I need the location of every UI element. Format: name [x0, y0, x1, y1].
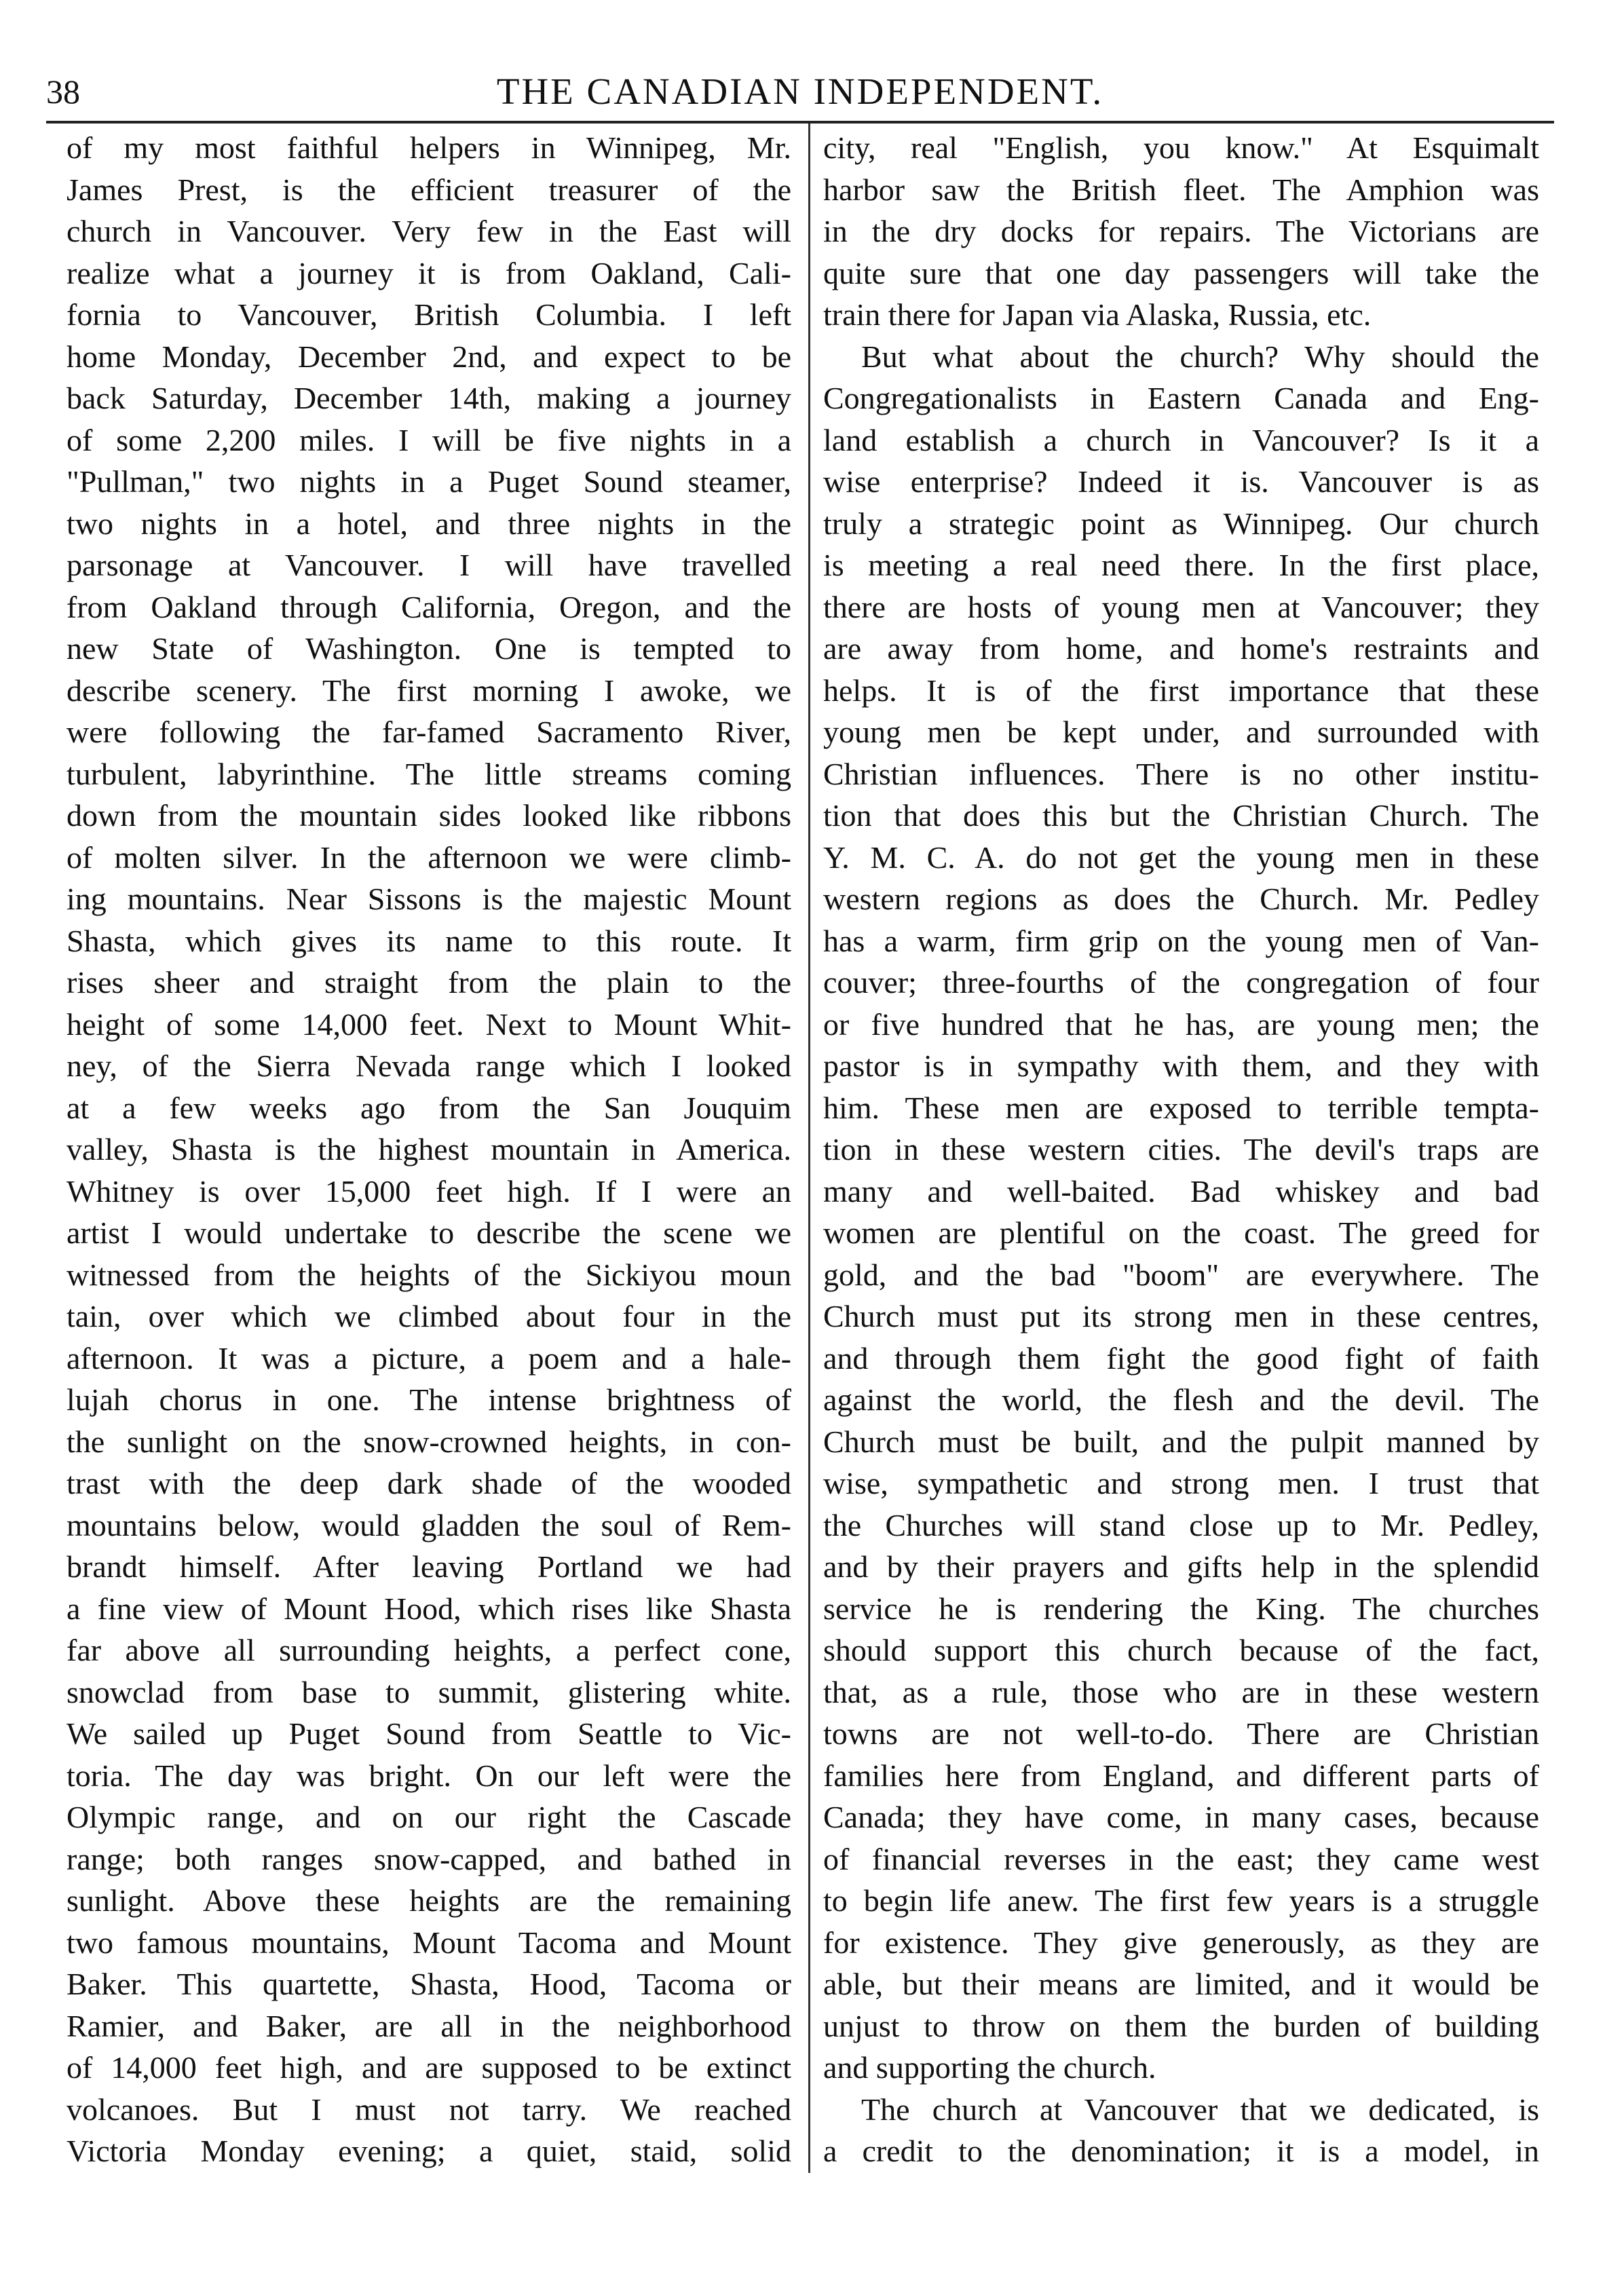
text-line: at a few weeks ago from the San Jouquim — [67, 1090, 791, 1125]
text-line: wise, sympathetic and strong men. I trust that — [823, 1466, 1539, 1500]
text-line: James Prest, is the efficient treasurer of the — [67, 172, 791, 207]
text-line: unjust to throw on them the burden of building — [823, 2008, 1539, 2043]
text-line: of molten silver. In the afternoon we were climb- — [67, 839, 791, 875]
text-line: two famous mountains, Mount Tacoma and Mount — [67, 1925, 791, 1960]
text-line: But what about the church? Why should the — [861, 339, 1539, 374]
text-line: range; both ranges snow-capped, and bathed in — [67, 1841, 791, 1876]
text-line: and through them fight the good fight of faith — [823, 1340, 1539, 1376]
text-line: We sailed up Puget Sound from Seattle to Vic- — [67, 1716, 791, 1751]
text-line: towns are not well-to-do. There are Christian — [823, 1716, 1539, 1751]
text-line: parsonage at Vancouver. I will have travelled — [67, 548, 791, 582]
text-line: fornia to Vancouver, British Columbia. I left — [67, 297, 791, 332]
text-line: of some 2,200 miles. I will be five nights in a — [67, 422, 791, 457]
text-line: tion that does this but the Christian Church. The — [823, 798, 1539, 833]
text-line: the Churches will stand close up to Mr. Pedley, — [823, 1507, 1539, 1542]
text-line: rises sheer and straight from the plain to the — [67, 965, 791, 1000]
text-line: in the dry docks for repairs. The Victorians are — [823, 214, 1539, 248]
text-line: land establish a church in Vancouver? Is it a — [823, 422, 1539, 457]
text-line: and supporting the church. — [823, 2050, 1156, 2085]
text-line: Church must be built, and the pulpit manned by — [823, 1424, 1539, 1459]
text-line: valley, Shasta is the highest mountain in America. — [67, 1132, 791, 1167]
text-line: tain, over which we climbed about four in the — [67, 1299, 791, 1333]
text-line: Church must put its strong men in these centres, — [823, 1299, 1539, 1333]
text-line: sunlight. Above these heights are the remaining — [67, 1883, 791, 1918]
text-line: turbulent, labyrinthine. The little streams coming — [67, 756, 791, 791]
text-line: pastor is in sympathy with them, and they with — [823, 1048, 1539, 1083]
text-line: against the world, the flesh and the devil. The — [823, 1382, 1539, 1417]
text-line: or five hundred that he has, are young men; the — [823, 1006, 1539, 1042]
text-line: young men be kept under, and surrounded with — [823, 715, 1539, 749]
text-line: of financial reverses in the east; they came west — [823, 1841, 1539, 1876]
text-line: service he is rendering the King. The churches — [823, 1591, 1539, 1626]
text-line: lujah chorus in one. The intense brightness of — [67, 1382, 791, 1417]
text-line: has a warm, firm grip on the young men of Van- — [823, 923, 1539, 958]
text-line: to begin life anew. The first few years is a struggle — [823, 1883, 1539, 1918]
page-header — [46, 64, 1554, 119]
page-number: 38 — [46, 73, 80, 111]
text-line: ing mountains. Near Sissons is the majestic Mount — [67, 882, 791, 916]
text-line: for existence. They give generously, as they are — [823, 1925, 1539, 1960]
text-line: harbor saw the British fleet. The Amphion was — [823, 172, 1539, 207]
text-line: home Monday, December 2nd, and expect to be — [67, 339, 791, 374]
text-line: gold, and the bad "boom" are everywhere. The — [823, 1257, 1539, 1292]
text-line: from Oakland through California, Oregon, and the — [67, 589, 791, 624]
text-line: women are plentiful on the coast. The greed for — [823, 1215, 1539, 1250]
text-line: far above all surrounding heights, a perfect cone, — [67, 1633, 791, 1667]
text-line: realize what a journey it is from Oakland, Cali- — [67, 255, 791, 290]
text-line: ney, of the Sierra Nevada range which I looked — [67, 1048, 791, 1083]
text-line: are away from home, and home's restraints and — [823, 631, 1539, 666]
left-column — [67, 127, 791, 2172]
text-line: wise enterprise? Indeed it is. Vancouver is as — [823, 464, 1539, 499]
text-line: artist I would undertake to describe the scene we — [67, 1215, 791, 1250]
text-line: church in Vancouver. Very few in the East will — [67, 214, 791, 248]
text-line: of 14,000 feet high, and are supposed to be extinct — [67, 2050, 791, 2085]
text-line: down from the mountain sides looked like ribbons — [67, 798, 791, 833]
header-rule — [46, 121, 1554, 124]
text-line: trast with the deep dark shade of the wooded — [67, 1466, 791, 1500]
text-line: helps. It is of the first importance that these — [823, 673, 1539, 708]
text-line: toria. The day was bright. On our left were the — [67, 1758, 791, 1793]
text-line: describe scenery. The first morning I awoke, we — [67, 673, 791, 708]
text-line: brandt himself. After leaving Portland we had — [67, 1549, 791, 1584]
text-line: Y. M. C. A. do not get the young men in these — [823, 839, 1539, 875]
text-line: Whitney is over 15,000 feet high. If I were an — [67, 1173, 791, 1209]
text-line: Baker. This quartette, Shasta, Hood, Tacoma or — [67, 1967, 791, 2001]
text-line: "Pullman," two nights in a Puget Sound steamer, — [67, 464, 791, 499]
text-line: were following the far-famed Sacramento River, — [67, 715, 791, 749]
text-line: The church at Vancouver that we dedicated, is — [861, 2091, 1539, 2127]
text-line: that, as a rule, those who are in these western — [823, 1674, 1539, 1709]
column-divider — [808, 124, 810, 2173]
text-line: many and well-baited. Bad whiskey and bad — [823, 1173, 1539, 1209]
text-line: Congregationalists in Eastern Canada and Eng- — [823, 381, 1539, 415]
text-line: quite sure that one day passengers will take the — [823, 255, 1539, 290]
text-line: of my most faithful helpers in Winnipeg, Mr. — [67, 130, 791, 165]
text-line: Shasta, which gives its name to this route. It — [67, 923, 791, 958]
text-line: him. These men are exposed to terrible tempta- — [823, 1090, 1539, 1125]
text-line: the sunlight on the snow-crowned heights, in con- — [67, 1424, 791, 1459]
text-line: a credit to the denomination; it is a model, in — [823, 2134, 1539, 2168]
text-line: tion in these western cities. The devil's traps are — [823, 1132, 1539, 1167]
text-line: a fine view of Mount Hood, which rises like Shasta — [67, 1591, 791, 1626]
text-line: two nights in a hotel, and three nights in the — [67, 506, 791, 541]
text-line: new State of Washington. One is tempted to — [67, 631, 791, 666]
text-line: train there for Japan via Alaska, Russia, etc. — [823, 297, 1372, 332]
text-line: Canada; they have come, in many cases, because — [823, 1800, 1539, 1834]
text-line: and by their prayers and gifts help in the splendid — [823, 1549, 1539, 1584]
text-line: height of some 14,000 feet. Next to Mount Whit- — [67, 1006, 791, 1042]
text-line: city, real "English, you know." At Esquimalt — [823, 130, 1539, 165]
text-line: truly a strategic point as Winnipeg. Our church — [823, 506, 1539, 541]
text-line: is meeting a real need there. In the first place, — [823, 548, 1539, 582]
text-line: able, but their means are limited, and it would be — [823, 1967, 1539, 2001]
text-line: snowclad from base to summit, glistering white. — [67, 1674, 791, 1709]
text-line: families here from England, and different parts of — [823, 1758, 1539, 1793]
text-line: should support this church because of the fact, — [823, 1633, 1539, 1667]
text-line: western regions as does the Church. Mr. Pedley — [823, 882, 1539, 916]
text-line: there are hosts of young men at Vancouver; they — [823, 589, 1539, 624]
text-line: mountains below, would gladden the soul of Rem- — [67, 1507, 791, 1542]
text-line: volcanoes. But I must not tarry. We reached — [67, 2091, 791, 2127]
text-line: Christian influences. There is no other institu- — [823, 756, 1539, 791]
publication-title: THE CANADIAN INDEPENDENT. — [496, 71, 1104, 112]
text-line: Victoria Monday evening; a quiet, staid, solid — [67, 2134, 791, 2168]
text-line: afternoon. It was a picture, a poem and a hale- — [67, 1340, 791, 1376]
text-line: Olympic range, and on our right the Cascade — [67, 1800, 791, 1834]
text-line: couver; three-fourths of the congregation of four — [823, 965, 1539, 1000]
text-line: Ramier, and Baker, are all in the neighborhood — [67, 2008, 791, 2043]
right-column — [823, 127, 1539, 2172]
text-line: back Saturday, December 14th, making a journey — [67, 381, 791, 415]
text-line: witnessed from the heights of the Sickiyou moun — [67, 1257, 791, 1292]
